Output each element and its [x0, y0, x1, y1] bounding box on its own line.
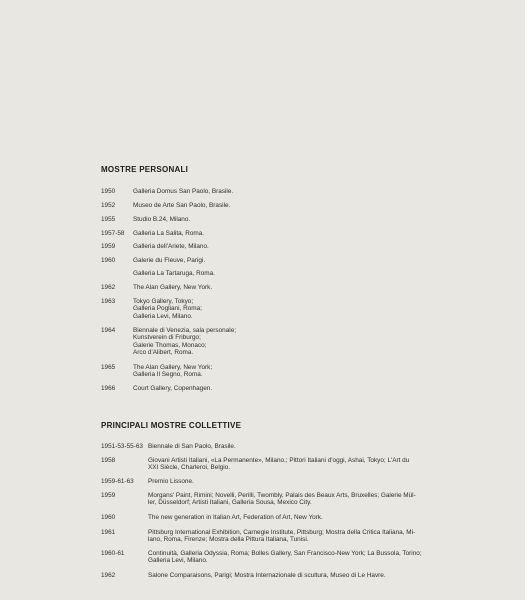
entry-text: Pittsburg International Exhibition, Carnegie Institute, Pittsburg; Mostra della Critica Italiana, Mi- lano, Roma, Firenze; Mostra della Pittura Italiana, Tunisi. [148, 529, 416, 544]
list-item [101, 298, 507, 320]
entry-text: The new generation in Italian Art, Federation of Art, New York. [148, 514, 323, 521]
list-item [101, 550, 507, 565]
entry-year: 1965 [101, 364, 116, 371]
entry-text: Tokyo Gallery, Tokyo; Galleria Pogliani, Roma; Galleria Levi, Milano. [133, 298, 202, 320]
entry-year: 1966 [101, 385, 116, 392]
entry-text: Salone Comparaisons, Parigi; Mostra Internazionale di scultura, Museo di Le Havre. [148, 572, 386, 579]
entry-year: 1963 [101, 298, 116, 305]
list-item [101, 492, 507, 507]
entry-year: 1959 [101, 243, 116, 250]
entry-text: Biennale di San Paolo, Brasile. [148, 443, 236, 450]
entry-year: 1950 [101, 188, 116, 195]
list-item [101, 270, 507, 277]
personal-exhibitions-heading: MOSTRE PERSONALI [101, 165, 189, 174]
entry-year: 1955 [101, 216, 116, 223]
entry-year: 1962 [101, 572, 116, 579]
list-item [101, 364, 507, 379]
entry-year: 1964 [101, 327, 116, 334]
entry-year: 1961 [101, 529, 116, 536]
list-item [101, 257, 507, 264]
entry-text: The Alan Gallery, New York. [133, 284, 213, 291]
list-item [101, 529, 507, 544]
entry-text: The Alan Gallery, New York; Galleria Il Segno, Roma. [133, 364, 213, 379]
entry-year: 1952 [101, 202, 116, 209]
entry-year: 1960 [101, 514, 116, 521]
list-item [101, 327, 507, 357]
entry-text: Galleria La Salita, Roma. [133, 230, 205, 237]
entry-text: Studio B.24, Milano. [133, 216, 191, 223]
entry-year: 1959 [101, 492, 116, 499]
list-item [101, 478, 507, 485]
collective-exhibitions-heading: PRINCIPALI MOSTRE COLLETTIVE [101, 421, 242, 430]
entry-text: Court Gallery, Copenhagen. [133, 385, 213, 392]
list-item [101, 202, 507, 209]
list-item [101, 514, 507, 521]
list-item [101, 572, 507, 579]
entry-text: Galerie du Fleuve, Parigi. [133, 257, 206, 264]
list-item [101, 230, 507, 237]
entry-text: Biennale di Venezia, sala personale; Kunstverein di Friburgo; Galerie Thomas, Monaco; Arco d'Alibert, Roma. [133, 327, 237, 357]
entry-text: Museo de Arte San Paolo, Brasile. [133, 202, 231, 209]
entry-year: 1959-61-63 [101, 478, 134, 485]
entry-year: 1962 [101, 284, 116, 291]
entry-text: Galleria Domus San Paolo, Brasile. [133, 188, 234, 195]
entry-year: 1960 [101, 257, 116, 264]
entry-text: Continuità, Galleria Odyssia, Roma; Bolles Gallery, San Francisco-New York; La Bussola, Torino; Galleria Levi, Milano. [148, 550, 422, 565]
entry-text: Morgans' Paint, Rimini; Novelli, Perilli, Twombly, Palais des Beaux Arts, Bruxelles; Galerie Mül- ler, Düsseldorf; Artisti Italiani, Galleria Sousa, Mexico City. [148, 492, 416, 507]
list-item [101, 443, 507, 450]
list-item [101, 243, 507, 250]
list-item [101, 188, 507, 195]
entry-year: 1951-53-55-63 [101, 443, 143, 450]
list-item [101, 216, 507, 223]
list-item [101, 385, 507, 392]
entry-text: Galleria La Tartaruga, Roma. [133, 270, 215, 277]
entry-year: 1957-58 [101, 230, 125, 237]
entry-text: Giovani Artisti Italiani, «La Permanente», Milano.; Pittori Italiani d'oggi, Ashai, Tokyo; L'Art du XXI Siècle, Charleroi, Belgio. [148, 457, 410, 472]
entry-text: Premio Lissone. [148, 478, 194, 485]
list-item [101, 457, 507, 472]
entry-year: 1958 [101, 457, 116, 464]
list-item [101, 284, 507, 291]
entry-year: 1960-61 [101, 550, 125, 557]
entry-text: Galleria dell'Ariete, Milano. [133, 243, 209, 250]
